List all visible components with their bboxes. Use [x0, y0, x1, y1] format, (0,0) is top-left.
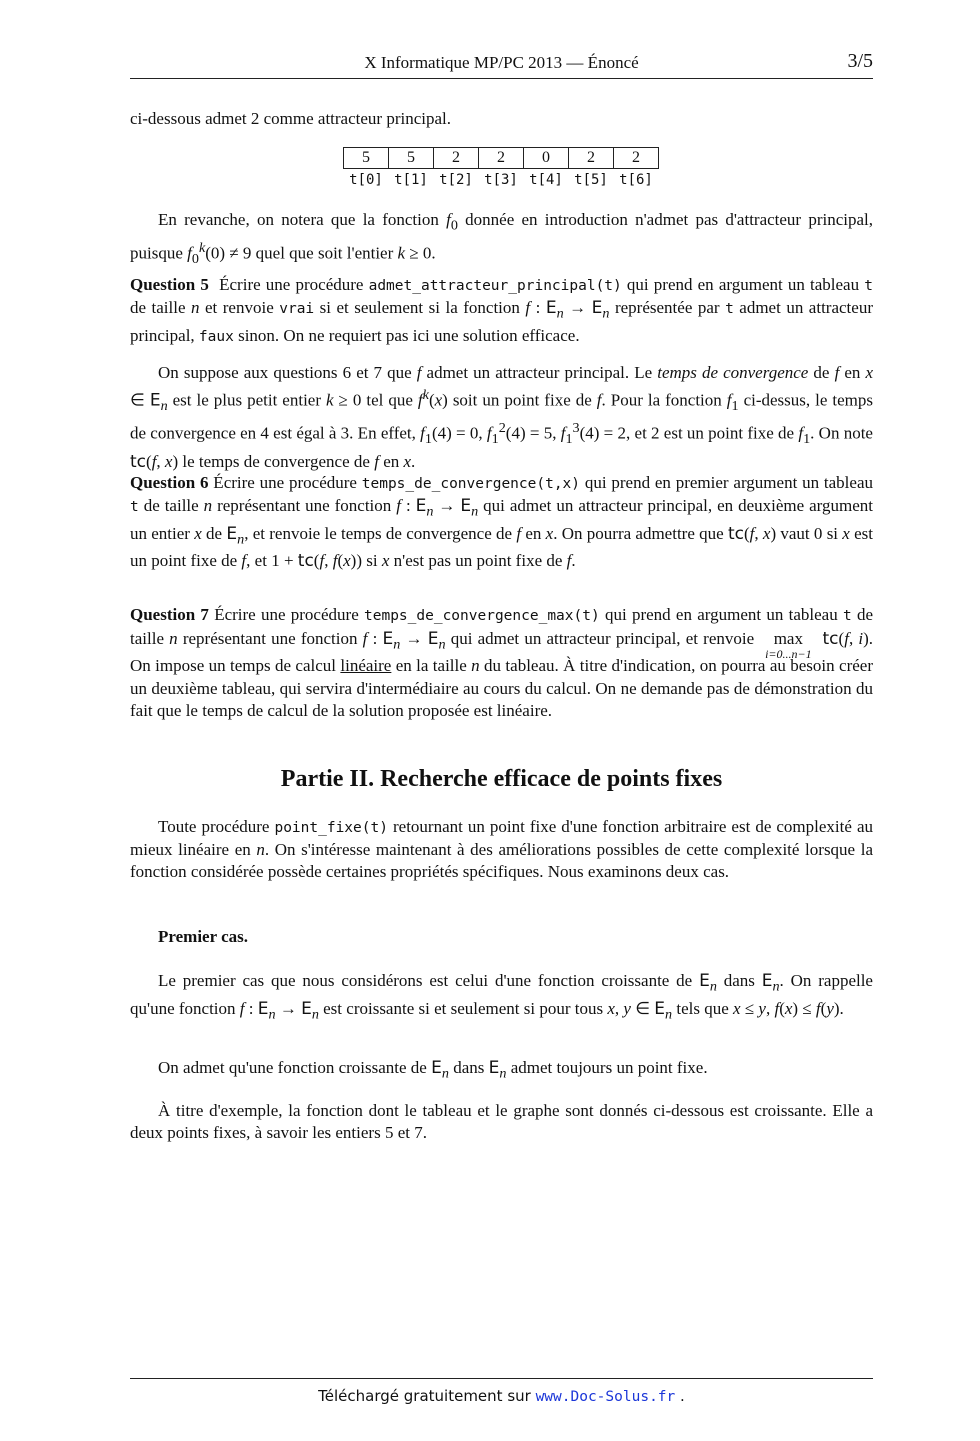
paragraph-revanche: En revanche, on notera que la fonction $f_0$ donnée en introduction n'admet pas d'attracteur principal, puisque $f_0^k(0) \ne 9$ quel que soit l'entier k ≥ 0.	[130, 210, 874, 267]
procedure-name: point_fixe(t)	[274, 820, 388, 836]
procedure-name: temps_de_convergence_max(t)	[364, 608, 600, 624]
array-index: t[1]	[394, 172, 428, 188]
question-label: Question 7	[130, 605, 209, 624]
footer-divider	[130, 1378, 873, 1379]
header-title: X Informatique MP/PC 2013 — Énoncé	[364, 53, 639, 72]
array-value: 2	[614, 148, 659, 169]
section-title: Partie II. Recherche efficace de points fixes	[280, 766, 723, 792]
intro-line: ci-dessous admet 2 comme attracteur principal.	[130, 109, 451, 128]
array-value: 0	[524, 148, 569, 169]
array-value: 5	[344, 148, 389, 169]
max-operator: max i=0...n−1	[765, 628, 812, 661]
doc-solus-link[interactable]: www.Doc-Solus.fr	[535, 1389, 676, 1405]
procedure-name: admet_attracteur_principal(t)	[368, 278, 622, 294]
array-index: t[6]	[619, 172, 653, 188]
question-6: Question 6 Écrire une procédure temps_de_convergence(t,x) qui prend en premier argument un tableau t de taille n représentant une fonction f : $E_n \to E_n$ qui admet un attracteur principal, en deuxième argument un entier x de $E_n$, et renvoie le temps de convergence de f en x. On pourra admettre que tc(f, x) vaut 0 si x est un point fixe de f, et 1 + tc(f, f(x)) si x n'est pas un point fixe de f.	[130, 473, 874, 572]
array-index: t[3]	[484, 172, 518, 188]
page-number: 3/5	[847, 50, 873, 72]
array-value: 2	[434, 148, 479, 169]
array-index: t[5]	[574, 172, 608, 188]
array-value: 5	[389, 148, 434, 169]
subheading: Premier cas.	[158, 927, 248, 946]
example-array-table	[343, 147, 659, 191]
paragraph-croissante: Le premier cas que nous considérons est celui d'une fonction croissante de $E_n$ dans $E_n$. On rappelle qu'une fonction f : $E_n \to E_n$ est croissante si et seulement si pour tous x, y ∈ $E_n$ tels que x ≤ y, f(x) ≤ f(y).	[130, 971, 873, 1022]
array-index: t[4]	[529, 172, 563, 188]
question-label: Question 6	[130, 473, 209, 492]
page-header	[130, 52, 873, 79]
array-index: t[0]	[349, 172, 383, 188]
paragraph-admet: On admet qu'une fonction croissante de $E_n$ dans $E_n$ admet toujours un point fixe.	[158, 1058, 708, 1082]
paragraph-exemple: À titre d'exemple, la fonction dont le tableau et le graphe sont donnés ci-dessous est croissante. Elle a deux points fixes, à savoir les entiers 5 et 7.	[130, 1101, 873, 1143]
page-footer: Téléchargé gratuitement sur www.Doc-Solus.fr .	[318, 1387, 685, 1405]
paragraph-partie-2: Toute procédure point_fixe(t) retournant un point fixe d'une fonction arbitraire est de complexité au mieux linéaire en n. On s'intéresse maintenant à des améliorations possibles de cette complexité lorsque la fonction considérée possède certaines propriétés spécifiques. Nous examinons deux cas.	[130, 817, 873, 882]
array-value: 2	[479, 148, 524, 169]
array-value: 2	[569, 148, 614, 169]
procedure-name: temps_de_convergence(t,x)	[361, 476, 581, 492]
paragraph-temps-convergence: On suppose aux questions 6 et 7 que f admet un attracteur principal. Le temps de convergence de f en x ∈ $E_n$ est le plus petit entier k ≥ 0 tel que $f^k(x)$ soit un point fixe de f. Pour la fonction $f_1$ ci-dessus, le temps de convergence en 4 est égal à 3. En effet, $f_1(4) = 0$, $f_1^2(4) = 5$, $f_1^3(4) = 2$, et 2 est un point fixe de $f_1$. On note tc(f, x) le temps de convergence de f en x.	[130, 363, 874, 472]
question-7: Question 7 Écrire une procédure temps_de_convergence_max(t) qui prend en argument un tableau t de taille n représentant une fonction f : $E_n \to E_n$ qui admet un attracteur principal, et renvoie max i=0...n−1 tc(f, i). On impose un temps de calcul linéaire en la taille n du tableau. À titre d'indication, on pourra au besoin créer un deuxième tableau, qui servira d'intermédiaire au cours du calcul. On ne demande pas de démonstration du fait que le temps de calcul de la solution proposée est linéaire.	[130, 605, 874, 721]
question-label: Question 5	[130, 275, 209, 294]
array-index: t[2]	[439, 172, 473, 188]
question-5: Question 5 Écrire une procédure admet_attracteur_principal(t) qui prend en argument un tableau t de taille n et renvoie vrai si et seulement si la fonction f : $E_n \to E_n$ représentée par t admet un attracteur principal, faux sinon. On ne requiert pas ici une solution efficace.	[130, 275, 873, 345]
